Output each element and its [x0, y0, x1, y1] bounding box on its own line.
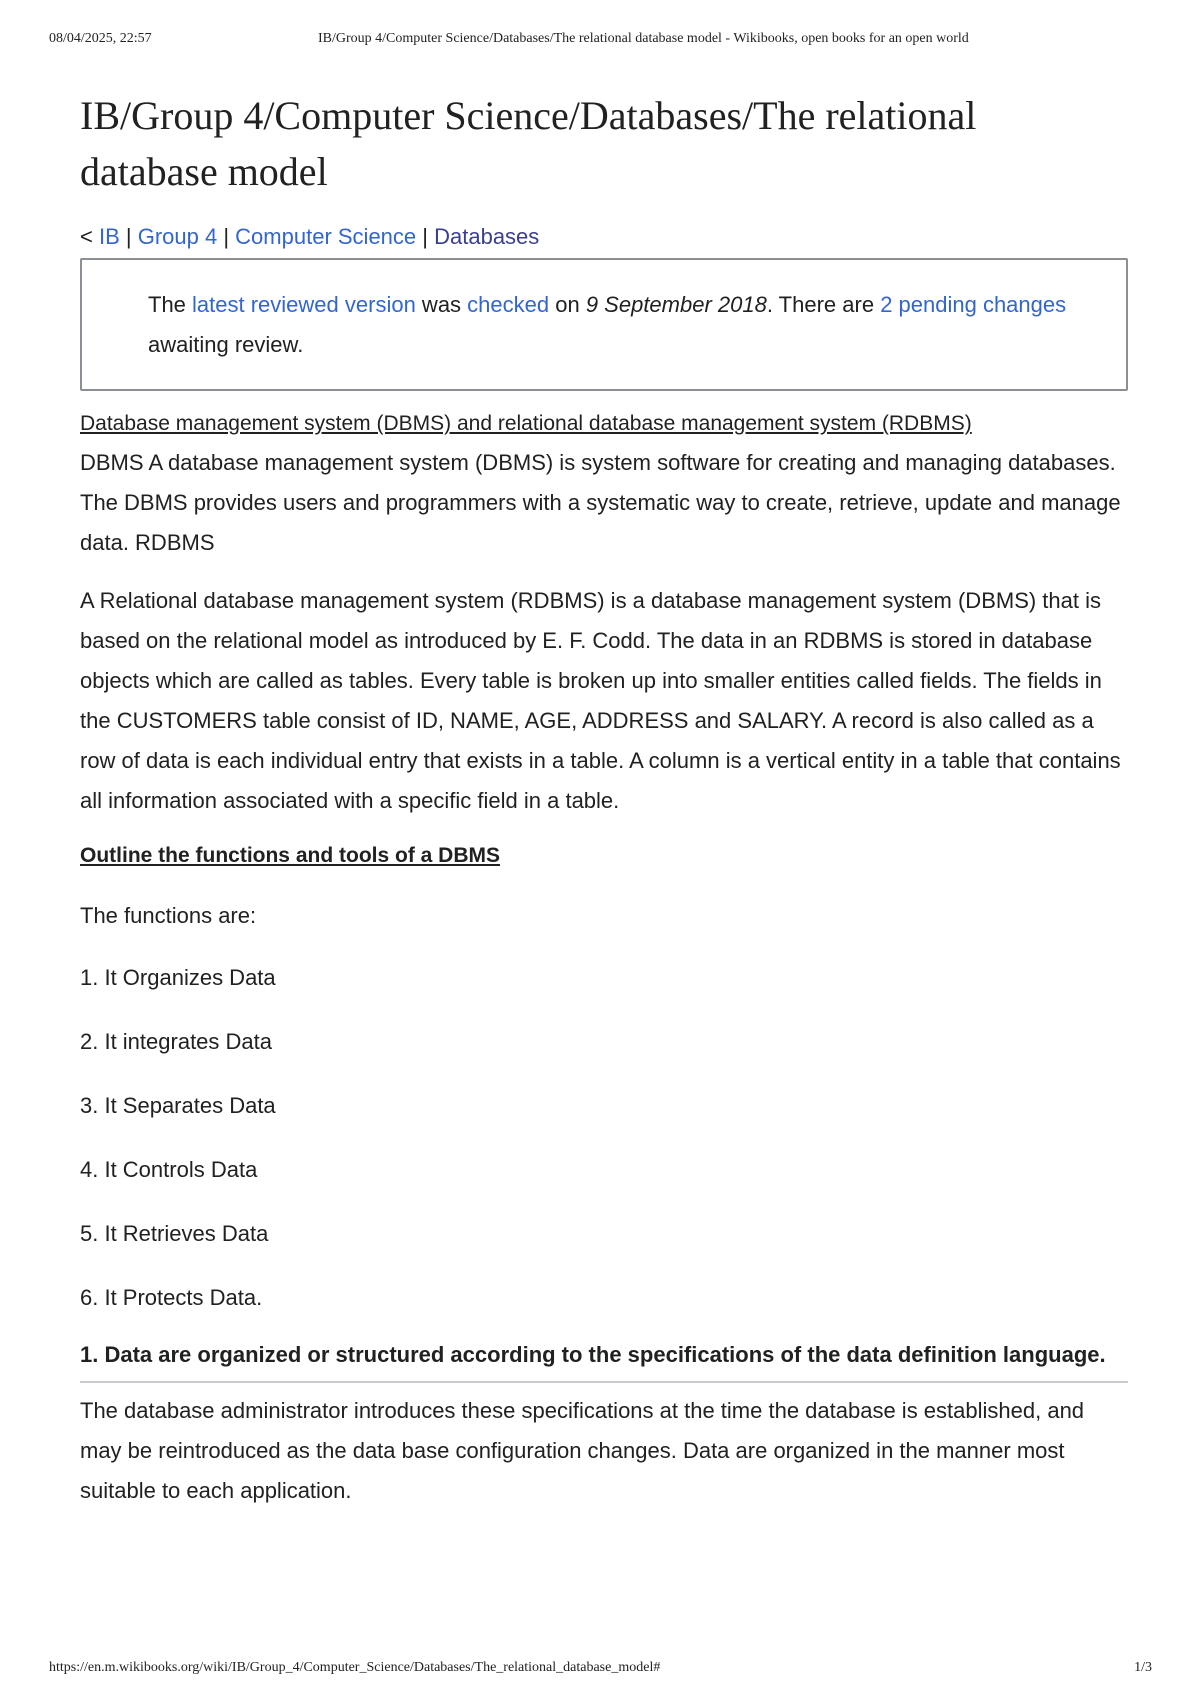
breadcrumb-link-group-4[interactable]: Group 4 [137, 224, 218, 249]
functions-list [80, 963, 1128, 1313]
print-url: https://en.m.wikibooks.org/wiki/IB/Group_4/Computer_Science/Databases/The_relational_database_model# [49, 1660, 661, 1675]
list-item: 4. It Controls Data [80, 1157, 258, 1182]
page-title [80, 88, 1128, 200]
breadcrumb-separator: | [217, 224, 236, 249]
notice-text: awaiting review. [148, 332, 304, 357]
list-item: 2. It integrates Data [80, 1029, 272, 1054]
paragraph-rdbms: A Relational database management system (RDBMS) is a database management system (DBMS) that is based on the relational model as introduced by E. F. Codd. The data in an RDBMS is stored in database objects which are called as tables. Every table is broken up into smaller entities called fields. The fields in the CUSTOMERS table consist of ID, NAME, AGE, ADDRESS and SALARY. A record is also called as a row of data is each individual entry that exists in a table. A column is a vertical entity in a table that contains all information associated with a specific field in a table. [80, 588, 1121, 813]
paragraph-dbms: DBMS A database management system (DBMS) is system software for creating and managing databases. The DBMS provides users and programmers with a systematic way to create, retrieve, update and manage data. RDBMS [80, 450, 1121, 555]
page-number: 1/3 [1134, 1660, 1152, 1675]
list-item: 3. It Separates Data [80, 1093, 276, 1118]
breadcrumb-separator: | [119, 224, 138, 249]
print-date: 08/04/2025, 22:57 [49, 31, 152, 46]
pending-changes-link[interactable]: 2 pending changes [880, 292, 1067, 317]
article-content [80, 88, 1128, 1511]
print-header [0, 31, 1200, 51]
notice-text: The [148, 292, 193, 317]
breadcrumb-link-ib[interactable]: IB [98, 224, 120, 249]
list-item: 6. It Protects Data. [80, 1285, 263, 1310]
review-date: 9 September 2018 [585, 292, 767, 317]
paragraph-dba-specifications: The database administrator introduces these specifications at the time the database is established, and may be reintroduced as the data base configuration changes. Data are organized in the manner most suitable to each application. [80, 1398, 1085, 1503]
breadcrumb-link-databases[interactable]: Databases [434, 224, 540, 249]
breadcrumb [80, 222, 1128, 252]
list-item: 5. It Retrieves Data [80, 1221, 269, 1246]
breadcrumb-prefix: < [80, 224, 99, 249]
breadcrumb-separator: | [416, 224, 435, 249]
print-page-title: IB/Group 4/Computer Science/Databases/The relational database model - Wikibooks, open books for an open world [318, 31, 969, 46]
page-title-line-1: IB/Group 4/Computer Science/Databases/The relational [80, 93, 977, 138]
notice-text: was [415, 292, 468, 317]
review-notice-box [80, 258, 1128, 391]
outline-heading: Outline the functions and tools of a DBMS [80, 844, 500, 867]
checked-link[interactable]: checked [467, 292, 550, 317]
page-title-line-2: database model [80, 149, 328, 194]
section-heading-dbms-rdbms: Database management system (DBMS) and relational database management system (RDBMS) [80, 412, 972, 435]
list-item: 1. It Organizes Data [80, 965, 276, 990]
subheading-data-organized: 1. Data are organized or structured according to the specifications of the data definition language. [80, 1337, 1128, 1383]
print-footer [0, 1660, 1200, 1680]
notice-text: . There are [766, 292, 881, 317]
notice-text: on [549, 292, 586, 317]
breadcrumb-link-computer-science[interactable]: Computer Science [235, 224, 417, 249]
latest-reviewed-version-link[interactable]: latest reviewed version [192, 292, 416, 317]
functions-intro: The functions are: [80, 903, 257, 928]
